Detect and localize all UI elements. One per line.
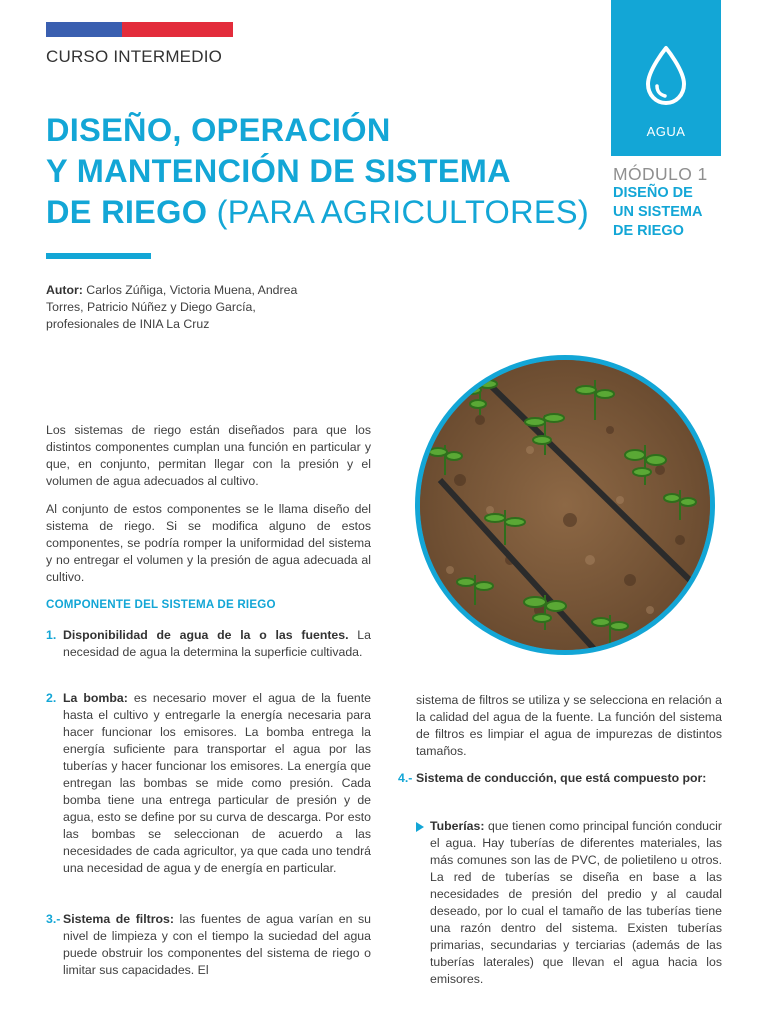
module-number: MÓDULO 1 [613, 164, 708, 184]
section-heading: COMPONENTE DEL SISTEMA DE RIEGO [46, 598, 276, 611]
item-title: La bomba: [63, 691, 128, 705]
item-number: 1. [46, 628, 57, 642]
page-title [46, 110, 606, 233]
filters-continuation: sistema de filtros se utiliza y se selecciona en relación a la calidad del agua de la fuente. La función del sistema de filtros es limpiar el agua de impurezas de distintos tamaños. [416, 693, 722, 758]
author-names: Carlos Zúñiga, Victoria Muena, Andrea Torres, Patricio Núñez y Diego García, profesionales de INIA La Cruz [46, 283, 298, 331]
flag-red-segment [122, 22, 233, 37]
pipes-bullet [416, 818, 722, 988]
module-subtitle-line: DE RIEGO [613, 223, 684, 239]
module-subtitle-line: DISEÑO DE [613, 185, 693, 201]
title-line-2: Y MANTENCIÓN DE SISTEMA [46, 153, 511, 189]
bullet-text: que tienen como principal función conducir el agua. Hay tuberías de diferentes materiales, las más comunes son las de PVC, de polietileno u otros. La red de tuberías se diseña en base a las necesidades de presión del predio y al caudal deseado, por lo cual el tamaño de las tuberías tiene una razón dentro del sistema. Existen tuberías primarias, secundarias y terciarias (además de las tuberías laterales) que llevan el agua hacia los emisores. [430, 819, 722, 986]
component-item [398, 770, 722, 787]
title-line-1: DISEÑO, OPERACIÓN [46, 112, 391, 148]
crop-irrigation-photo [415, 355, 715, 655]
component-item [46, 911, 371, 979]
chile-flag-bar [46, 22, 233, 37]
item-number: 2. [46, 691, 57, 705]
item-text: es necesario mover el agua de la fuente hasta el cultivo y entregarle la energía necesaria para hacer funcionar los emisores. La bomba entrega la energía suficiente para transportar el agua por las tuberías y hacer funcionar los emisores. La energía que entregan las bombas se mide como presión. Cada bomba tiene una entrega particular de presión y de agua, esto se define por su curva de descarga. Por esto las bombas se seleccionan de acuerdo a las necesidades de cada agricultor, ya que cada uno tendrá una necesidad de agua y de energía en particular. [63, 691, 372, 875]
title-line-3 [46, 192, 606, 233]
author-label: Autor: [46, 283, 83, 297]
topic-label: AGUA [646, 124, 686, 139]
item-title: Sistema de conducción, que está compuesto por: [416, 771, 707, 785]
component-item [46, 690, 371, 877]
item-text: La necesidad de agua la determina la superficie cultivada. [63, 628, 371, 659]
seedlings-drip-line-image [420, 360, 710, 650]
bullet-title: Tuberías: [430, 819, 485, 833]
intro-paragraph: Al conjunto de estos componentes se le llama diseño del sistema de riego. Si se modifica alguno de estos componentes, se podría romper la uniformidad del sistema y no entregar el volumen y la presión de agua adecuada al cultivo. [46, 502, 371, 584]
title-line-3-paren: (PARA AGRICULTORES) [216, 194, 589, 230]
item-body [63, 690, 371, 877]
author-credits [46, 282, 306, 333]
topic-badge [611, 0, 721, 156]
course-level: CURSO INTERMEDIO [46, 47, 223, 66]
water-drop-icon [641, 44, 691, 108]
item-number: 4.- [398, 771, 413, 785]
title-line-3-main: DE RIEGO [46, 194, 208, 230]
title-underline [46, 253, 151, 259]
flag-blue-segment [46, 22, 122, 37]
item-body [63, 911, 371, 979]
module-subtitle-line: UN SISTEMA [613, 204, 703, 220]
item-body [63, 627, 371, 661]
item-number: 3.- [46, 912, 61, 926]
item-title: Sistema de filtros: [63, 912, 174, 926]
item-title: Disponibilidad de agua de la o las fuentes. [63, 628, 349, 642]
item-text: las fuentes de agua varían en su nivel de limpieza y con el tiempo la suciedad del agua puede obstruir los componentes del sistema de riego o limitar sus capacidades. El [63, 912, 371, 977]
intro-paragraph: Los sistemas de riego están diseñados para que los distintos componentes cumplan una función en particular y que, en conjunto, permitan llegar con la presión y el volumen de agua adecuados al cultivo. [46, 423, 371, 488]
bullet-body [430, 818, 722, 988]
item-body [416, 770, 722, 787]
component-item [46, 627, 371, 661]
arrow-bullet-icon [416, 822, 424, 832]
module-subtitle [613, 184, 733, 241]
